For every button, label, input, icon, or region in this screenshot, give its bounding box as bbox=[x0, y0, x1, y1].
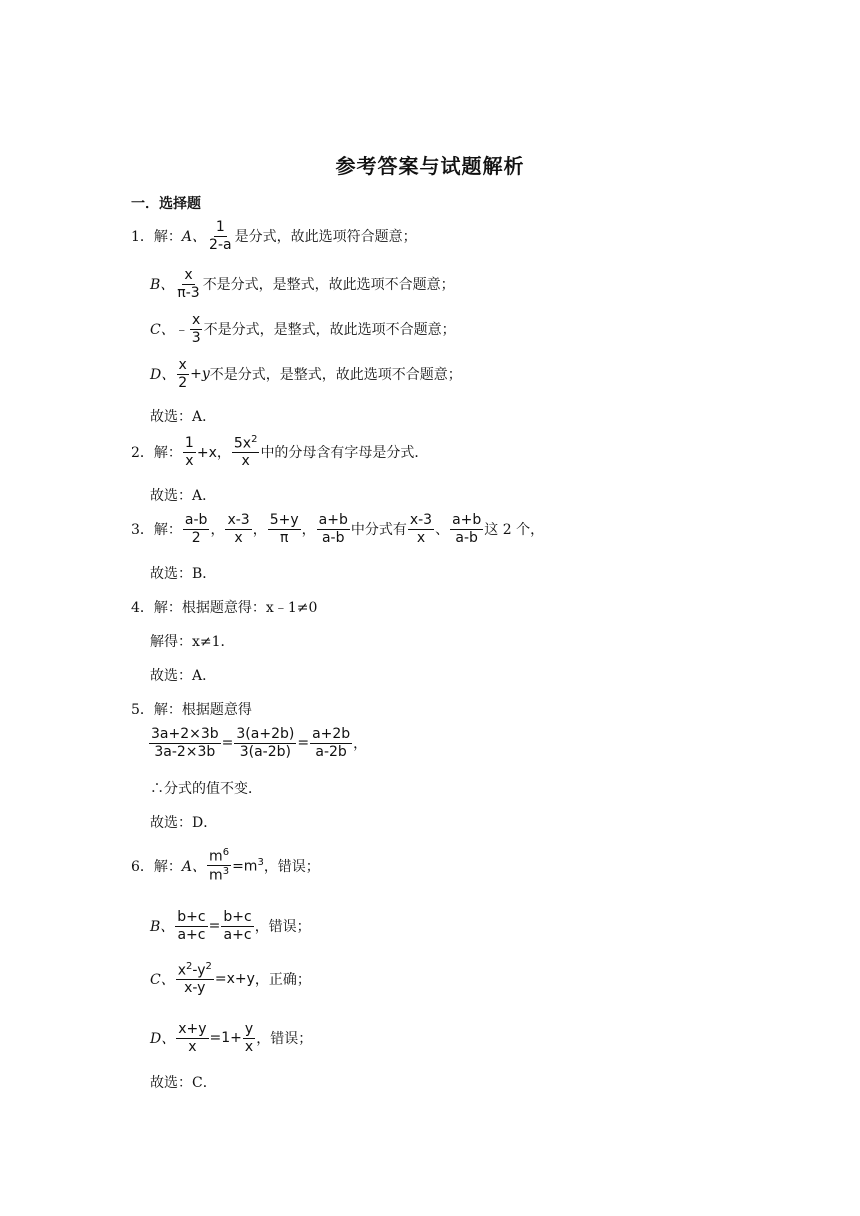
option-text: ，正确； bbox=[254, 972, 311, 989]
numerator: a+b bbox=[452, 512, 482, 528]
fraction bbox=[268, 513, 301, 545]
q5-answer: 故选：D． bbox=[150, 815, 218, 831]
question-number: 6． bbox=[131, 858, 154, 875]
q2-line bbox=[131, 435, 428, 469]
solution-label: 解： bbox=[153, 445, 182, 462]
numerator: 1 bbox=[184, 434, 194, 451]
denominator: x bbox=[244, 1038, 254, 1055]
option-label: C、 bbox=[150, 972, 175, 989]
numerator: $m^6$ bbox=[209, 847, 230, 865]
q3-answer: 故选：B． bbox=[150, 566, 217, 582]
plus-term: +x， bbox=[196, 445, 231, 462]
rhs: =x+y bbox=[214, 971, 255, 988]
option-text: 不是分式，是整式，故此选项不合题意； bbox=[203, 322, 456, 339]
option-label: A、 bbox=[181, 858, 207, 875]
q3-line bbox=[131, 513, 544, 545]
denominator: 3(a-2b) bbox=[239, 743, 291, 760]
fraction bbox=[176, 358, 189, 390]
denominator: 2 bbox=[178, 374, 188, 391]
denominator: x bbox=[234, 529, 243, 546]
solution-label: 解： bbox=[153, 522, 182, 539]
option-text: ，错误； bbox=[256, 1031, 313, 1048]
fraction bbox=[450, 513, 483, 545]
q4-answer: 故选：A． bbox=[150, 668, 217, 684]
option-label: A、 bbox=[181, 229, 207, 246]
q1-line-c bbox=[150, 313, 456, 345]
denominator: a-b bbox=[455, 529, 478, 546]
fraction bbox=[176, 1022, 208, 1054]
explanation-text: 这 2 个， bbox=[484, 522, 545, 539]
question-number: 4． bbox=[131, 600, 154, 616]
option-text: 是分式，故此选项符合题意； bbox=[234, 229, 417, 246]
q1-answer: 故选：A． bbox=[150, 409, 217, 425]
question-number: 2． bbox=[131, 445, 154, 462]
numerator: a-b bbox=[184, 512, 208, 528]
denominator: x bbox=[416, 529, 426, 546]
q5-conclusion: ∴分式的值不变． bbox=[150, 781, 262, 797]
q6-line-b bbox=[150, 910, 311, 942]
fraction bbox=[225, 513, 251, 545]
numerator: $5x^2$ bbox=[233, 434, 258, 452]
question-number: 1． bbox=[131, 229, 154, 246]
option-label: B、 bbox=[150, 919, 175, 936]
option-text: ，错误； bbox=[254, 919, 311, 936]
minus-sign: ﹣ bbox=[174, 322, 189, 339]
option-text: ，错误； bbox=[263, 858, 320, 875]
separator: 、 bbox=[435, 522, 450, 539]
denominator: $m^3$ bbox=[209, 866, 230, 884]
fraction bbox=[207, 220, 234, 252]
denominator: x bbox=[241, 453, 250, 470]
numerator: 3a+2×3b bbox=[151, 726, 219, 742]
fraction bbox=[190, 313, 203, 345]
numerator: x bbox=[192, 312, 201, 328]
q2-answer: 故选：A． bbox=[150, 488, 217, 504]
numerator: x bbox=[184, 267, 193, 283]
fraction bbox=[234, 727, 296, 759]
plus-term: +y bbox=[190, 366, 210, 383]
numerator: $x^2-y^2$ bbox=[177, 961, 212, 979]
fraction bbox=[183, 513, 210, 545]
solution-label: 解： bbox=[153, 858, 182, 875]
numerator: x+y bbox=[178, 1021, 207, 1037]
denominator: a-b bbox=[321, 529, 345, 546]
option-text: 不是分式，是整式，故此选项不合题意； bbox=[202, 277, 455, 294]
numerator: x bbox=[178, 357, 187, 373]
denominator: x bbox=[185, 452, 194, 469]
q5-line1 bbox=[131, 699, 252, 719]
fraction bbox=[310, 727, 352, 759]
fraction bbox=[175, 268, 201, 300]
denominator: 3a-2×3b bbox=[154, 743, 216, 760]
explanation-text: 解：根据题意得 bbox=[153, 702, 252, 718]
section-heading: 一．选择题 bbox=[131, 196, 201, 212]
equals-sign: = bbox=[297, 735, 310, 752]
fraction bbox=[149, 727, 221, 759]
fraction bbox=[183, 436, 196, 468]
rhs: =1+ bbox=[209, 1030, 242, 1047]
option-label: D、 bbox=[150, 1031, 176, 1048]
fraction bbox=[221, 910, 253, 942]
numerator: b+c bbox=[177, 909, 206, 925]
q1-line-d bbox=[150, 358, 462, 390]
page-title: 参考答案与试题解析 bbox=[335, 154, 525, 178]
numerator: 5+y bbox=[269, 512, 299, 528]
rhs: $=m^3$ bbox=[232, 857, 264, 875]
explanation-text: 解：根据题意得：x﹣1≠0 bbox=[153, 600, 318, 616]
q5-equation bbox=[148, 727, 367, 759]
denominator: 2 bbox=[191, 529, 201, 546]
option-text: 不是分式，是整式，故此选项不合题意； bbox=[209, 367, 462, 384]
comma: ， bbox=[252, 522, 267, 539]
option-label: D、 bbox=[150, 367, 176, 384]
denominator: a+c bbox=[223, 926, 252, 943]
comma: ， bbox=[301, 522, 316, 539]
equals-sign: = bbox=[208, 918, 221, 935]
q1-line-b bbox=[150, 268, 455, 300]
numerator: x-3 bbox=[409, 512, 433, 528]
question-number: 3． bbox=[131, 522, 154, 539]
explanation-text: 中的分母含有字母是分式． bbox=[260, 445, 429, 462]
numerator: 3(a+2b) bbox=[236, 726, 295, 742]
fraction bbox=[176, 962, 214, 996]
denominator: 2-a bbox=[209, 236, 232, 253]
denominator: 3 bbox=[191, 329, 201, 346]
question-number: 5． bbox=[131, 702, 154, 718]
q6-answer: 故选：C． bbox=[150, 1075, 217, 1091]
q6-line-c bbox=[150, 962, 311, 996]
denominator: π-3 bbox=[177, 284, 200, 301]
q4-line2: 解得：x≠1． bbox=[150, 634, 235, 650]
numerator: 1 bbox=[215, 219, 225, 235]
denominator: x-y bbox=[184, 980, 206, 997]
fraction bbox=[317, 513, 350, 545]
solution-label: 解： bbox=[153, 229, 182, 246]
comma: ， bbox=[353, 736, 368, 753]
option-label: C、 bbox=[150, 322, 175, 339]
denominator: a+c bbox=[177, 926, 206, 943]
fraction bbox=[232, 435, 260, 469]
numerator: a+2b bbox=[312, 726, 351, 742]
explanation-text: 中分式有 bbox=[350, 522, 407, 539]
denominator: π bbox=[279, 529, 289, 546]
option-label: B、 bbox=[150, 277, 175, 294]
q4-line1 bbox=[131, 597, 317, 617]
q6-line-a bbox=[131, 848, 320, 884]
fraction bbox=[408, 513, 434, 545]
numerator: b+c bbox=[223, 909, 252, 925]
fraction bbox=[207, 848, 231, 884]
q1-line-a bbox=[131, 220, 417, 252]
denominator: a-2b bbox=[315, 743, 347, 760]
comma: ， bbox=[210, 522, 225, 539]
numerator: y bbox=[244, 1021, 254, 1037]
q6-line-d bbox=[150, 1022, 312, 1054]
numerator: a+b bbox=[318, 512, 348, 528]
fraction bbox=[175, 910, 207, 942]
numerator: x-3 bbox=[227, 512, 250, 528]
fraction bbox=[243, 1022, 255, 1054]
equals-sign: = bbox=[221, 735, 234, 752]
denominator: x bbox=[188, 1038, 197, 1055]
